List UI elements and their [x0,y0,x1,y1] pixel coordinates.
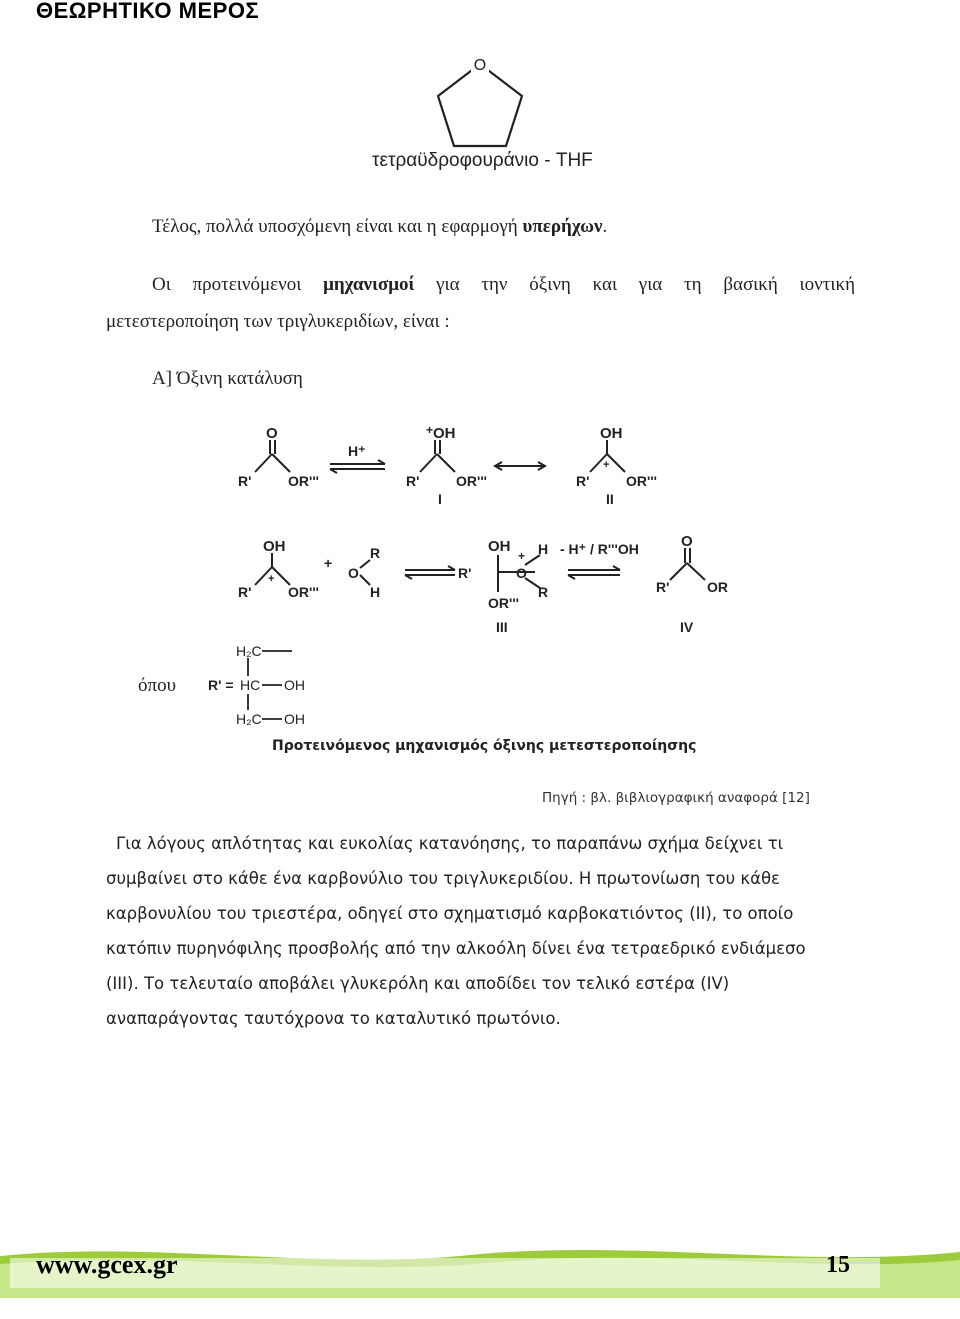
scheme-plus-charge-3: + [268,573,275,585]
scheme-oh-3: OH [263,538,286,555]
acid-mechanism-scheme [200,420,760,650]
intro-line-1: Τέλος, πολλά υποσχόμενη είναι και η εφαρμογή υπερήχων. [152,216,608,237]
section-heading-acid-catalysis: Α] Όξινη κατάλυση [152,368,303,389]
scheme-r-2: R [538,584,549,600]
figure-source: Πηγή : βλ. βιβλιογραφική αναφορά [12] [542,790,810,806]
scheme-o-4: O [681,533,693,550]
scheme-label-I: I [438,491,442,507]
scheme-elim: - H⁺ / R'''OH [560,541,639,557]
scheme-r-1: R [370,545,381,561]
scheme-or3-3: OR''' [626,473,657,489]
scheme-plus-charge-2: + [603,459,610,471]
scheme-o-2: O [348,565,359,581]
scheme-plus-sign: + [324,555,333,571]
intro-mechanisms-bold: μηχανισμοί [323,274,415,295]
page-header-title: ΘΕΩΡΗΤΙΚΟ ΜΕΡΟΣ [36,0,260,23]
rprime-oh-1: OH [284,677,305,693]
scheme-oh-2: OH [600,425,623,442]
footer-website[interactable]: www.gcex.gr [36,1250,178,1279]
scheme-or3-2: OR''' [456,473,487,489]
scheme-label-II: II [606,491,614,507]
scheme-label-III: III [496,619,508,635]
thf-oxygen: O [473,57,487,74]
footer-page-number: 15 [826,1252,850,1278]
paragraph-line-5: (ΙΙΙ). Το τελευταίο αποβάλει γλυκερόλη και αποδίδει τον τελικό εστέρα (ΙV) [106,974,730,993]
rprime-h2c-bottom: H₂C [236,711,262,727]
paragraph-line-4: κατόπιν πυρηνόφιλης προσβολής από την αλκοόλη δίνει ένα τετραεδρικό ενδιάμεσο [106,939,806,958]
paragraph-line-6: αναπαράγοντας ταυτόχρονα το καταλυτικό πρωτόνιο. [106,1009,561,1028]
rprime-hc: HC [240,677,261,693]
scheme-h-2: H [538,541,549,557]
scheme-r1-6: R' [656,579,670,595]
scheme-oh-1: OH [433,425,456,442]
scheme-r1-4: R' [238,584,252,600]
scheme-oh-4: OH [488,538,511,555]
rprime-label: R' = [208,677,234,693]
rprime-h2c-top: H₂C [236,643,262,659]
paragraph-line-3: καρβονυλίου του τριεστέρα, οδηγεί στο σχηματισμό καρβοκατιόντος (ΙΙ), το οποίο [106,904,794,923]
scheme-r1-2: R' [406,473,420,489]
rprime-oh-2: OH [284,711,305,727]
figure-caption: Προτεινόμενος μηχανισμός όξινης μετεστεροποίησης [272,738,697,754]
scheme-plus-charge-1: + [426,423,434,437]
intro-ultrasound-bold: υπερήχων [522,216,603,237]
scheme-o-1: O [266,425,278,442]
scheme-h-1: H [370,584,381,600]
scheme-r1-3: R' [576,473,590,489]
scheme-o-3: O [516,565,527,581]
scheme-plus-charge-4: + [518,549,526,563]
scheme-or3-1: OR''' [288,473,319,489]
intro-line-2: Οι προτεινόμενοι μηχανισμοί για την όξινη και για τη βασική ιοντική [152,274,856,295]
paragraph-line-2: συμβαίνει στο κάθε ένα καρβονύλιο του τριγλυκεριδίου. Η πρωτονίωση του κάθε [106,869,780,888]
scheme-r1-1: R' [238,473,252,489]
thf-label: τετραϋδροφουράνιο - THF [372,150,593,171]
scheme-or-prod: OR [707,579,728,595]
scheme-or3-4: OR''' [288,584,319,600]
intro-line-3: μετεστεροποίηση των τριγλυκεριδίων, είναι : [106,311,450,332]
scheme-h-plus-1: H⁺ [348,443,366,459]
paragraph-line-1: Για λόγους απλότητας και ευκολίας κατανόησης, το παραπάνω σχήμα δείχνει τι [116,834,784,853]
thf-ring [438,64,522,146]
glycerol-backbone-structure [200,640,340,730]
scheme-or3-5: OR''' [488,595,519,611]
opou-label: όπου [138,675,176,696]
scheme-label-IV: IV [680,619,694,635]
scheme-r1-5: R' [458,565,472,581]
